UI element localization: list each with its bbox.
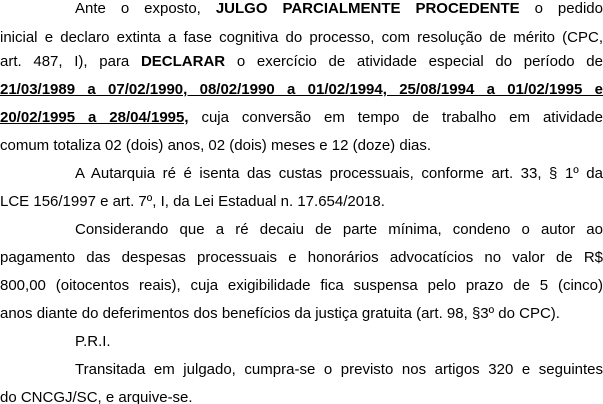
paragraph-5-line-2: do CNCGJ/SC, e arquive-se. [0,389,193,404]
paragraph-1-line-2: inicial e declaro extinta a fase cognitiva do processo, com resolução de mérito (CPC, [0,29,603,46]
periods-line-1: 21/03/1989 a 07/02/1990, 08/02/1990 a 01/02/1994, 25/08/1994 a 01/02/1995 e [0,81,603,98]
paragraph-2-line-1: A Autarquia ré é isenta das custas processuais, conforme art. 33, § 1º da [75,165,603,182]
paragraph-3-line-3: 800,00 (oitocentos reais), cuja exigibilidade fica suspensa pelo prazo de 5 (cinco) [0,277,603,294]
ruling-highlight: JULGO PARCIALMENTE PROCEDENTE [215,0,520,17]
paragraph-1-line-5 [0,107,603,129]
declarar-highlight: DECLARAR [140,53,226,70]
paragraph-1-intro-end: o pedido [519,0,603,17]
paragraph-5-line-1: Transitada em julgado, cumpra-se o previsto nos artigos 320 e seguintes [75,361,603,378]
paragraph-3-line-2: pagamento das despesas processuais e honorários advocatícios no valor de R$ [0,249,603,266]
pri-line: P.R.I. [75,333,111,350]
paragraph-1-line-1 [75,0,603,20]
paragraph-3-line-4: anos diante do deferimentos dos benefícios da justiça gratuita (art. 98, §3º do CPC). [0,305,560,322]
paragraph-1-line-5-end: cuja conversão em tempo de trabalho em atividade [188,109,603,126]
periods-line-2: 20/02/1995 a 28/04/1995, [0,109,189,126]
paragraph-3-line-1: Considerando que a ré decaiu de parte mínima, condeno o autor ao [75,221,603,238]
paragraph-1-line-6: comum totaliza 02 (dois) anos, 02 (dois) meses e 12 (doze) dias. [0,137,432,154]
paragraph-1-line-3 [0,51,603,73]
paragraph-1-intro: Ante o exposto, [75,0,216,17]
paragraph-1-line-3-end: o exercício de atividade especial do período de [225,53,603,70]
paragraph-1-line-3-start: art. 487, I), para [0,53,141,70]
paragraph-2-line-2: LCE 156/1997 e art. 7º, I, da Lei Estadual n. 17.654/2018. [0,193,385,210]
